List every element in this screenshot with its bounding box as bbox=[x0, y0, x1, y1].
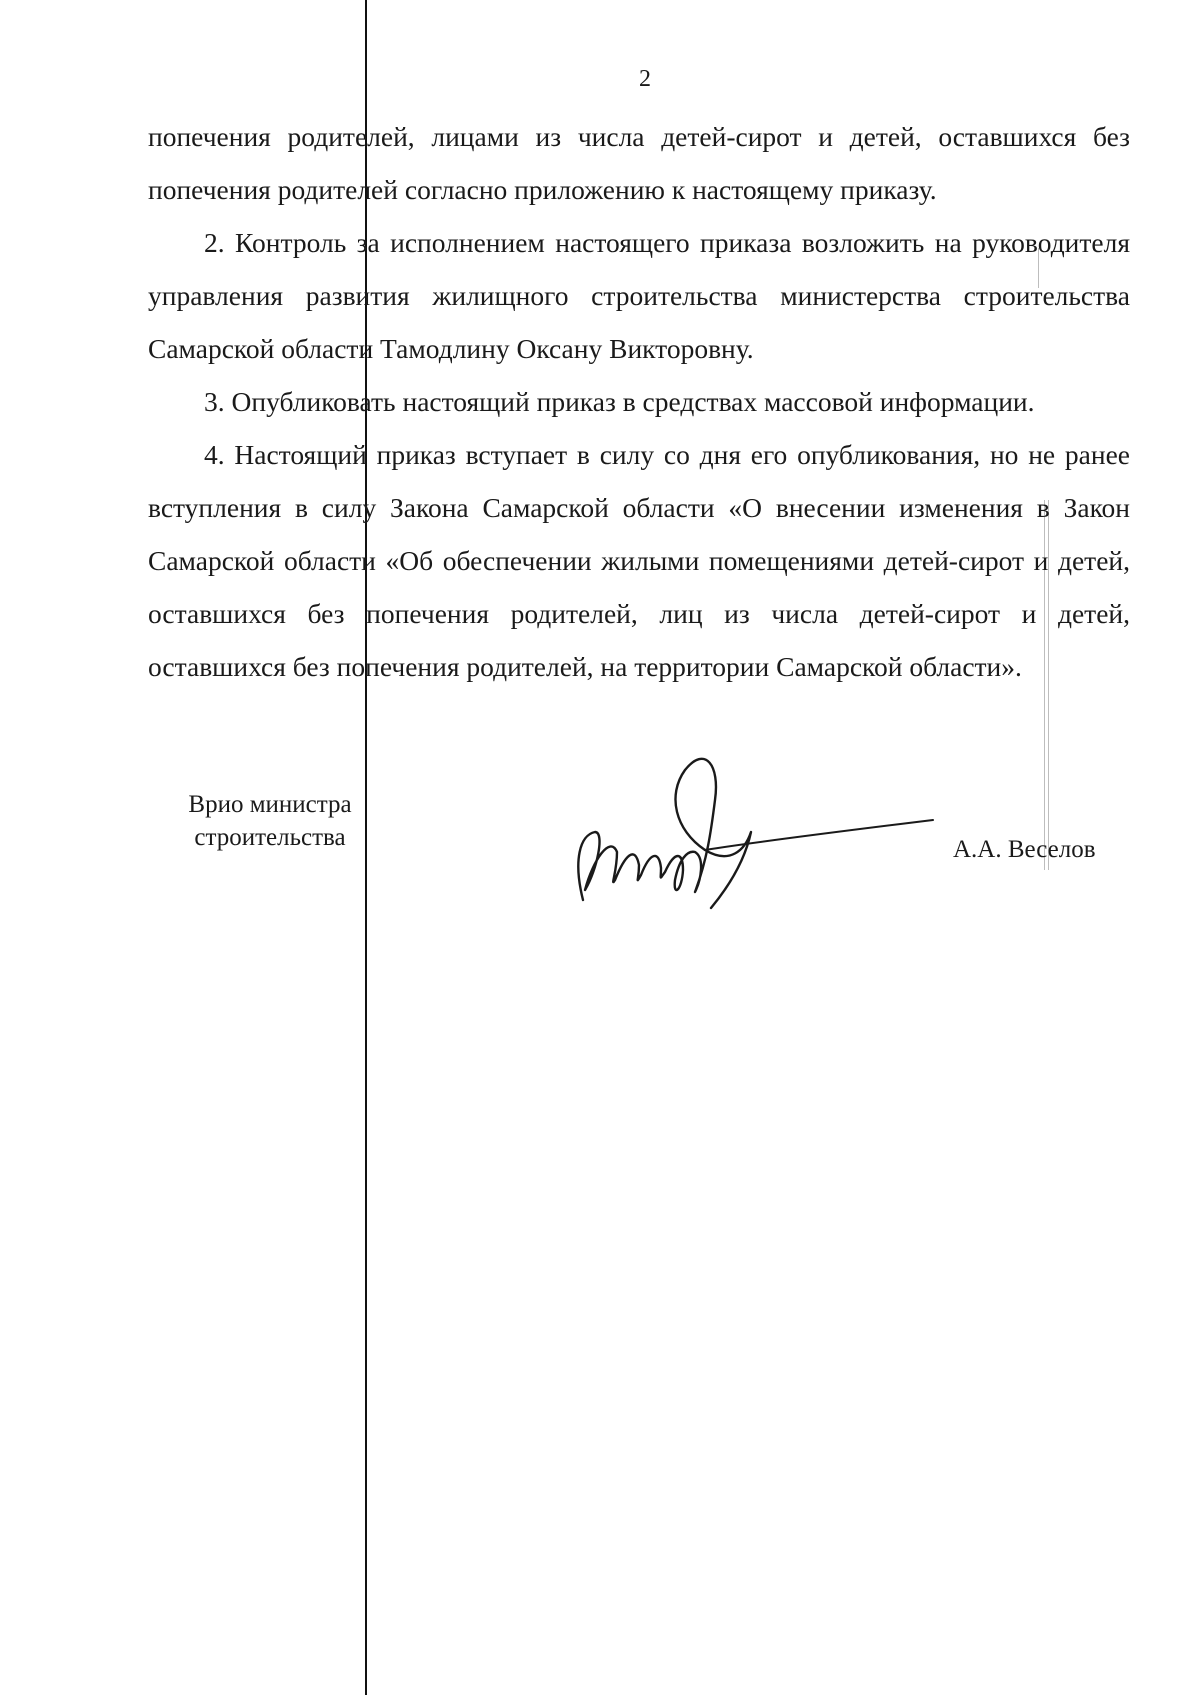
document-body bbox=[148, 110, 1130, 693]
paragraph-4: 4. Настоящий приказ вступает в силу со дня его опубликования, но не ранее вступления в силу Закона Самарской области «О внесении изменения в Закон Самарской области «Об обеспечении жилыми помещениями детей-сирот и детей, оставшихся без попечения родителей, лиц из числа детей-сирот и детей, оставшихся без попечения родителей, на территории Самарской области». bbox=[148, 439, 1130, 682]
handwritten-signature bbox=[555, 740, 935, 920]
paragraph-1: попечения родителей, лицами из числа детей-сирот и детей, оставшихся без попечения родителей согласно приложению к настоящему приказу. bbox=[148, 121, 1130, 205]
page-number: 2 bbox=[639, 66, 651, 92]
position-line-1: Врио министра bbox=[188, 791, 352, 818]
paragraph-2: 2. Контроль за исполнением настоящего приказа возложить на руководителя управления развития жилищного строительства министерства строительства Самарской области Тамодлину Оксану Викторовну. bbox=[148, 227, 1130, 364]
signatory-position bbox=[170, 788, 370, 854]
position-line-2: строительства bbox=[194, 824, 346, 851]
signer-name: А.А. Веселов bbox=[953, 836, 1096, 863]
paragraph-3: 3. Опубликовать настоящий приказ в средствах массовой информации. bbox=[204, 386, 1035, 417]
